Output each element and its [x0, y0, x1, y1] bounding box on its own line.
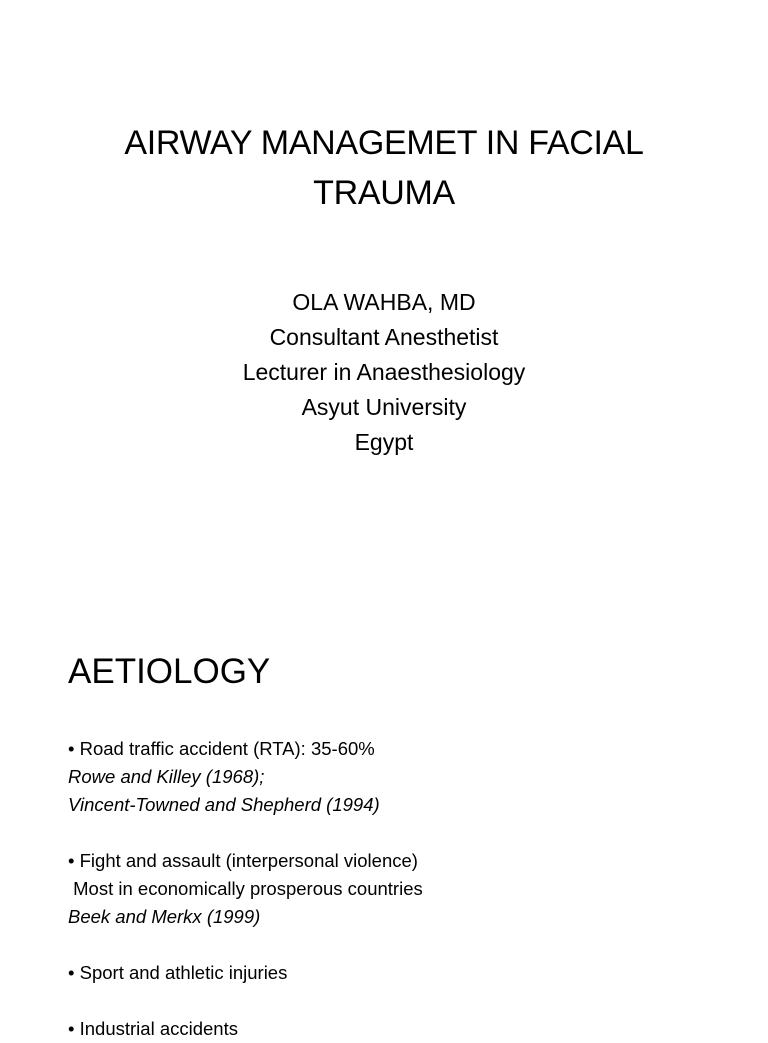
citation: Vincent-Towned and Shepherd (1994) [68, 794, 380, 815]
spacer [68, 819, 728, 847]
section-heading: AETIOLOGY [68, 652, 271, 691]
aetiology-list [68, 735, 728, 1043]
presentation-title [40, 118, 728, 218]
spacer [68, 987, 728, 1015]
spacer [68, 931, 728, 959]
author-name: OLA WAHBA, MD [292, 289, 476, 315]
author-university: Asyut University [301, 394, 467, 420]
citation: Rowe and Killey (1968); [68, 766, 265, 787]
author-position: Consultant Anesthetist [269, 324, 499, 350]
author-block [40, 285, 728, 460]
list-item-rta: • Road traffic accident (RTA): 35-60% [68, 738, 375, 759]
citation: Beek and Merkx (1999) [68, 906, 261, 927]
author-country: Egypt [354, 429, 414, 455]
list-item-sport: • Sport and athletic injuries [68, 962, 288, 983]
list-item-note: Most in economically prosperous countries [68, 878, 423, 899]
list-item-industrial: • Industrial accidents [68, 1018, 238, 1039]
title-line-2: TRAUMA [313, 174, 455, 212]
list-item-assault: • Fight and assault (interpersonal violence) [68, 850, 418, 871]
title-line-1: AIRWAY MANAGEMET IN FACIAL [124, 124, 644, 162]
author-lectureship: Lecturer in Anaesthesiology [242, 359, 526, 385]
